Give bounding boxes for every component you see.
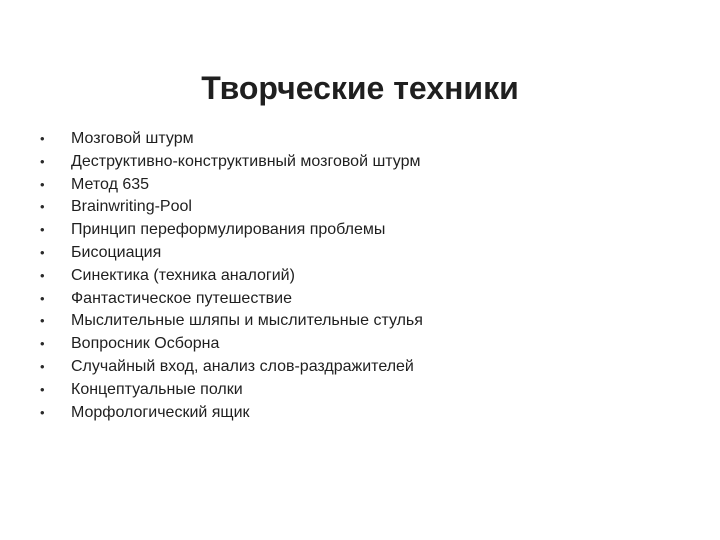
bullet-icon: • (40, 199, 45, 215)
bullet-icon: • (40, 290, 45, 306)
list-item-text: Деструктивно-конструктивный мозговой штурм (71, 152, 421, 170)
list-item-text: Мыслительные шляпы и мыслительные стулья (71, 312, 423, 330)
bullet-icon: • (40, 336, 45, 352)
list-item-text: Синектика (техника аналогий) (71, 266, 295, 284)
bullet-icon: • (40, 381, 45, 397)
list-item-text: Морфологический ящик (71, 403, 250, 421)
slide-title: Творческие техники (201, 70, 519, 106)
bullet-icon: • (40, 267, 45, 283)
bullet-icon: • (40, 131, 45, 146)
list-item-text: Фантастическое путешествие (71, 289, 292, 307)
list-item-text: Принцип переформулирования проблемы (71, 221, 386, 239)
list-item-text: Мозговой штурм (71, 130, 194, 147)
bullet-icon: • (40, 313, 45, 329)
bullet-icon: • (40, 176, 45, 192)
bullet-icon: • (40, 404, 45, 420)
bullet-icon: • (40, 222, 45, 238)
list-item-text: Метод 635 (71, 175, 150, 193)
bullet-icon: • (40, 153, 45, 169)
list-item-text: Brainwriting-Pool (71, 198, 192, 216)
bullet-icon: • (40, 244, 45, 260)
list-item-text: Бисоциация (71, 243, 162, 261)
list-item-text: Вопросник Осборна (71, 335, 220, 353)
bullet-icon: • (40, 358, 45, 374)
list-item-text: Концептуальные полки (71, 380, 243, 398)
list-item-text: Случайный вход, анализ слов-раздражителей (71, 357, 414, 375)
